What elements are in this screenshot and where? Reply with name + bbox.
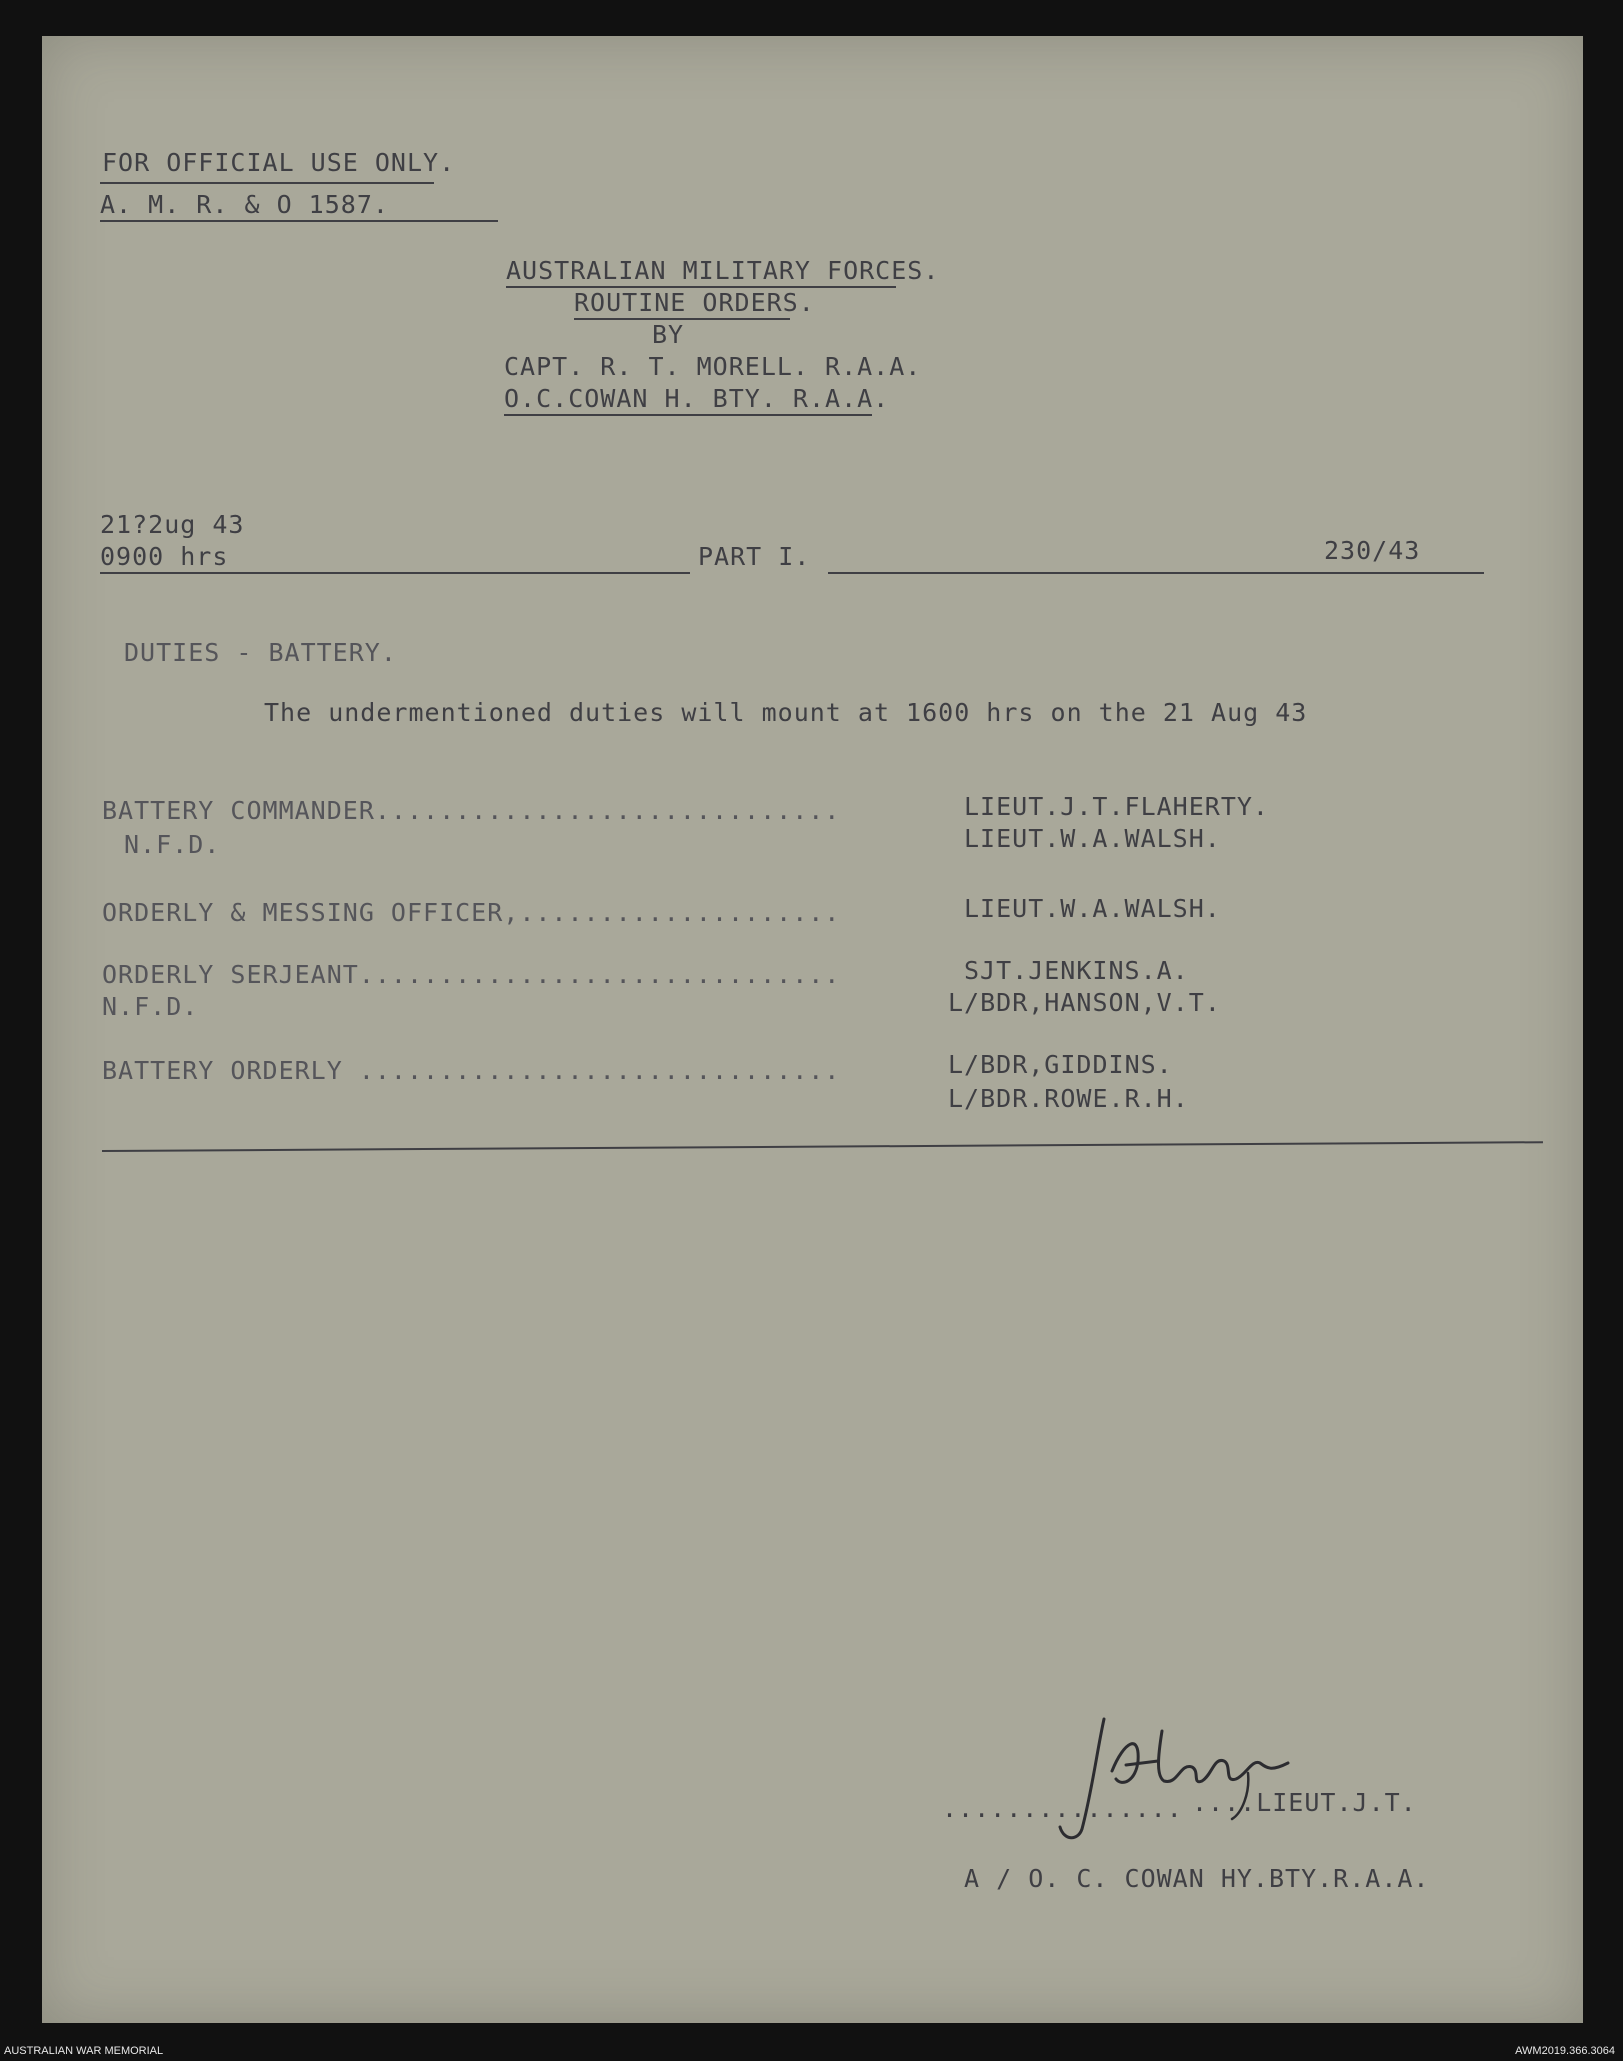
section-divider xyxy=(102,1141,1543,1152)
duties-intro: The undermentioned duties will mount at 1600 hrs on the 21 Aug 43 xyxy=(264,698,1308,727)
duty-label-battery-orderly: BATTERY ORDERLY .............................. xyxy=(102,1056,841,1085)
duty-value-battery-orderly-2: L/BDR.ROWE.R.H. xyxy=(948,1084,1189,1113)
title-line-5: O.C.COWAN H. BTY. R.A.A. xyxy=(504,384,890,413)
title-underline-5 xyxy=(504,414,872,416)
restriction-marking: FOR OFFICIAL USE ONLY. xyxy=(102,148,456,177)
duties-heading: DUTIES - BATTERY. xyxy=(124,638,397,667)
duty-value-battery-commander: LIEUT.J.T.FLAHERTY. xyxy=(964,792,1269,821)
title-line-3: BY xyxy=(652,320,685,349)
title-line-2: ROUTINE ORDERS. xyxy=(574,288,815,317)
document-page xyxy=(42,36,1583,2023)
duty-label-orderly-serjeant: ORDERLY SERJEANT.............................. xyxy=(102,960,841,989)
handwritten-signature xyxy=(1042,1701,1342,1851)
title-line-1: AUSTRALIAN MILITARY FORCES. xyxy=(506,256,940,285)
duty-value-nfd-1: LIEUT.W.A.WALSH. xyxy=(964,824,1221,853)
order-date: 21?2ug 43 xyxy=(100,510,245,539)
restriction-underline xyxy=(100,182,434,184)
order-number: 230/43 xyxy=(1324,536,1421,565)
duty-label-battery-commander: BATTERY COMMANDER............................. xyxy=(102,796,841,825)
duty-label-orderly-messing-officer: ORDERLY & MESSING OFFICER,.................... xyxy=(102,898,841,927)
duty-value-orderly-serjeant: SJT.JENKINS.A. xyxy=(964,956,1189,985)
order-time-underline xyxy=(100,572,690,574)
duty-label-nfd-1: N.F.D. xyxy=(124,830,221,859)
footer-accession-number: AWM2019.366.3064 xyxy=(1515,2045,1615,2057)
footer-institution: AUSTRALIAN WAR MEMORIAL xyxy=(4,2045,164,2057)
reference-underline xyxy=(100,220,498,222)
duty-label-nfd-2: N.F.D. xyxy=(102,992,199,1021)
duty-value-battery-orderly: L/BDR,GIDDINS. xyxy=(948,1050,1173,1079)
duty-value-nfd-2: L/BDR,HANSON,V.T. xyxy=(948,988,1221,1017)
reference-number: A. M. R. & O 1587. xyxy=(100,190,389,219)
title-line-4: CAPT. R. T. MORELL. R.A.A. xyxy=(504,352,922,381)
signature-rank: ....LIEUT.J.T. xyxy=(1192,1788,1417,1817)
duty-value-orderly-messing-officer: LIEUT.W.A.WALSH. xyxy=(964,894,1221,923)
signature-dots: ............... xyxy=(942,1794,1183,1823)
part-label: PART I. xyxy=(698,542,811,571)
signature-appointment: A / O. C. COWAN HY.BTY.R.A.A. xyxy=(964,1864,1430,1893)
part-underline xyxy=(828,572,1484,574)
order-time: 0900 hrs xyxy=(100,542,229,571)
